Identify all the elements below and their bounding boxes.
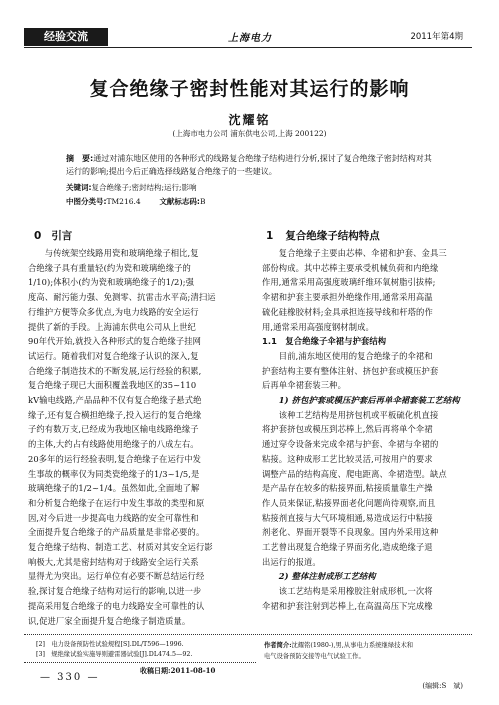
body-line: 通过穿令设备来完成伞裙与护套、伞裙与伞裙的 — [262, 439, 439, 450]
body-line: 验,探讨复合绝缘子结构对运行的影响,以进一步 — [28, 586, 202, 597]
body-line: 伞裙和护套注射到芯棒上,在高温高压下完成橡 — [262, 600, 433, 611]
body-line: 用,通常采用高强度钢材制成。 — [262, 321, 374, 332]
footer-dotted-rule — [24, 634, 472, 635]
keywords-label: 关键词: — [66, 183, 92, 192]
clc-label: 中图分类号: — [66, 197, 107, 206]
body-line: 生事故的概率仅为同类瓷绝缘子的1/3~1/5,是 — [28, 468, 200, 479]
section-heading-intro — [34, 228, 72, 243]
heading-text: 引言 — [51, 230, 73, 242]
body-line: 20多年的运行经验表明,复合绝缘子在运行中发 — [28, 453, 202, 464]
header-rule — [24, 47, 472, 48]
body-line: 后再单伞裙套装三种。 — [262, 380, 346, 391]
body-line: 90年代开始,就投入各种形式的复合绝缘子挂网 — [28, 336, 202, 347]
body-line: 识,促进厂家全面提升复合绝缘子制造质量。 — [28, 615, 191, 626]
reference-list — [36, 640, 256, 660]
body-line: 玻璃绝缘子的1/2~1/4。虽然如此,全面地了解 — [28, 483, 200, 494]
body-line: 伞裙和护套主要承担外绝缘作用,通常采用高温 — [262, 292, 433, 303]
body-line: 合绝缘子具有重量轻(约为瓷和玻璃绝缘子的 — [28, 262, 191, 273]
body-line: 与传统架空线路用瓷和玻璃绝缘子相比,复 — [28, 248, 199, 258]
body-line: 子约有数万支,已经成为我地区输电线路绝缘子 — [28, 424, 199, 435]
reference-item: [2] 电力设备预防性试验规程[S].DL/T596—1996. — [36, 641, 184, 648]
intro-body — [28, 246, 246, 628]
author-bio — [264, 640, 474, 662]
body-line: 全面提升复合绝缘子的产品质量是非常必要的。 — [28, 527, 205, 538]
author: 沈耀铭 — [228, 113, 271, 127]
body-line: 调整产品的结构高度、爬电距离、伞裙造型。缺点 — [262, 468, 447, 479]
body-line: 因,对今后进一步提高电力线路的安全可靠性和 — [28, 512, 199, 523]
body-line: 出运行的报道。 — [262, 556, 321, 567]
page-number: — 330 — — [40, 672, 100, 683]
received-date: 收稿日期:2011-08-10 — [140, 666, 216, 675]
body-line: 剂老化、界面开裂等不良现象。国内外采用这种 — [262, 527, 439, 538]
body-line: 缘子,还有复合横担绝缘子,投入运行的复合绝缘 — [28, 409, 202, 420]
bio-line: 电气设备预防交接等电气试验工作。 — [264, 653, 365, 660]
keywords-line — [66, 182, 446, 193]
process-heading-2: 2) 整体注射成形工艺结构 — [262, 571, 376, 582]
body-line: 提供了新的手段。上海浦东供电公司从上世纪 — [28, 321, 196, 332]
bio-text: 沈耀铭(1980-),男,从事电力系统继绿技术和 — [291, 642, 414, 649]
body-line: 和分析复合绝缘子在运行中发生事故的类型和原 — [28, 497, 205, 508]
body-line: 粘接剂直接与大气环境相通,易造成运行中粘接 — [262, 512, 433, 523]
bio-label: 作者简介: — [264, 642, 292, 649]
issue-label: 2011年第4期 — [410, 32, 463, 42]
body-line: 试运行。随着我们对复合绝缘子认识的深入,复 — [28, 350, 199, 361]
keywords: 复合绝缘子;密封结构;运行;影响 — [91, 183, 197, 192]
body-line: 的主体,大约占有线路使用绝缘子的八成左右。 — [28, 439, 199, 450]
reference-item: [3] 规绝缘试验实施导则避雷器试验[J].DL474.5—92. — [36, 651, 193, 658]
article-title: 复合绝缘子密封性能对其运行的影响 — [89, 78, 410, 100]
body-line: 复合绝缘子结构、制造工艺、材质对其安全运行影 — [28, 542, 213, 553]
process-heading-1: 1) 挤包护套或模压护套后再单伞裙套装工艺结构 — [262, 395, 460, 406]
journal-name: 上海电力 — [228, 33, 272, 44]
affiliation: (上海市电力公司 浦东供电公司,上海 200122) — [172, 129, 327, 138]
body-line: 合绝缘子制造技术的不断发展,运行经验的积累, — [28, 365, 202, 376]
body-line: 是产品存在较多的粘接界面,粘接质量靠生产操 — [262, 483, 433, 494]
body-line: 部份构成。其中芯棒主要承受机械负荷和内绝缘 — [262, 262, 439, 273]
body-line: 1/10);体积小(约为瓷和玻璃绝缘子的1/2);强 — [28, 277, 195, 288]
body-line: 作用,通常采用高强度玻璃纤维环氧树脂引拔棒; — [262, 277, 436, 288]
heading-number: 0 — [34, 230, 42, 242]
body-line: kV输电线路,产品品种不仅有复合绝缘子悬式绝 — [28, 395, 202, 406]
abstract — [66, 153, 442, 178]
abstract-line — [66, 153, 442, 166]
doc-code: B — [199, 197, 206, 206]
body-line: 该种工艺结构是用挤包机或平板硫化机直接 — [262, 409, 439, 420]
structure-body — [262, 246, 474, 614]
body-line: 护套结构主要有整体注射、挤包护套或模压护套 — [262, 365, 439, 376]
body-line: 复合绝缘子现已大面积覆盖我地区的35~110 — [28, 380, 197, 391]
body-line: 显得尤为突出。运行单位有必要不断总结运行经 — [28, 571, 205, 582]
heading-number: 1 — [266, 230, 274, 242]
body-line: 响极大,尤其是密封结构对于线路安全运行关系 — [28, 556, 199, 567]
body-line: 作人员来保证,粘接界面老化问题尚待观察,而且 — [262, 497, 436, 508]
reference-dotted-rule — [24, 662, 256, 663]
body-line: 该工艺结构是采用橡胶注射成形机,一次将 — [262, 586, 433, 597]
heading-text: 复合绝缘子结构特点 — [285, 230, 380, 242]
body-line: 行维护方便等众多优点,为电力线路的安全运行 — [28, 306, 199, 317]
body-line: 将护套挤包或模压到芯棒上,然后再将单个伞裙 — [262, 424, 433, 435]
body-line: 复合绝缘子主要由芯棒、伞裙和护套、金具三 — [262, 248, 447, 258]
subsection-heading: 1.1 复合绝缘子伞裙与护套结构 — [262, 336, 387, 347]
bio-line — [264, 640, 474, 651]
abstract-text: 通过对浦东地区使用的各种形式的线路复合绝缘子结构进行分析,探讨了复合绝缘子密封结构对其 — [93, 154, 432, 163]
abstract-label: 摘 要: — [66, 154, 94, 163]
body-line: 工艺曾出现复合绝缘子界面劣化,造成绝缘子退 — [262, 542, 433, 553]
doc-code-label: 文献标志码: — [159, 197, 200, 206]
body-line: 硫化硅橡胶材料;金具承担连接导线和杆塔的作 — [262, 306, 433, 317]
body-line: 度高、耐污能力强、免测零、抗雷击水平高;清扫运 — [28, 292, 216, 303]
abstract-line: 运行的影响;提出今后正确选择线路复合绝缘子的一些建议。 — [66, 166, 277, 176]
body-line: 目前,浦东地区使用的复合绝缘子的伞裙和 — [262, 350, 433, 361]
section-tag: 经验交流 — [24, 28, 108, 46]
body-line: 提高采用复合绝缘子的电力线路安全可靠性的认 — [28, 600, 205, 611]
classification-line — [66, 196, 446, 207]
body-line: 粘接。这种成形工艺比较灵活,可按用户的要求 — [262, 453, 433, 464]
section-heading-structure — [266, 228, 380, 243]
editor-note: (编辑:S 斌) — [422, 682, 463, 690]
clc-code: TM216.4 — [106, 197, 141, 206]
